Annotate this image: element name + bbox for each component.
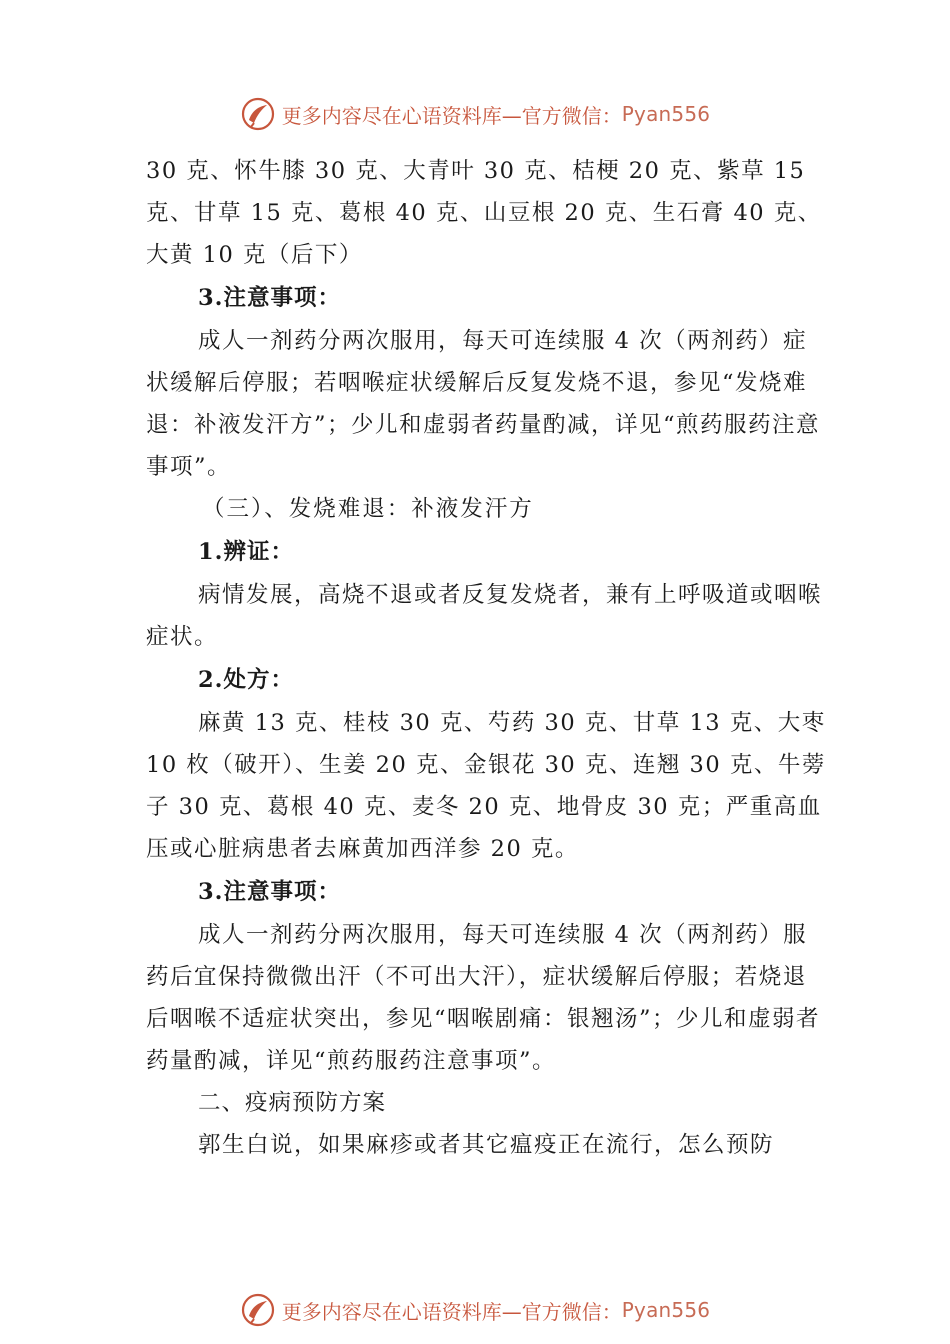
- brand-logo-icon: [240, 96, 276, 132]
- paragraph-prescription-continued: 30 克、怀牛膝 30 克、大青叶 30 克、桔梗 20 克、紫草 15 克、甘草 15 克、葛根 40 克、山豆根 20 克、生石膏 40 克、大黄 10 克（后下）: [146, 158, 822, 268]
- brand-logo-icon: [240, 1292, 276, 1328]
- footer-watermark-banner: [0, 1288, 950, 1332]
- paragraph-prevention: 郭生白说，如果麻疹或者其它瘟疫正在流行，怎么预防: [198, 1132, 775, 1158]
- heading-prescription: 2.处方：: [198, 667, 294, 693]
- header-watermark-banner: [0, 92, 950, 136]
- heading-diagnosis: 1.辨证：: [198, 539, 294, 565]
- banner-wechat-id: Pyan556: [621, 1298, 711, 1322]
- paragraph-precautions: 成人一剂药分两次服用，每天可连续服 4 次（两剂药）症状缓解后停服；若咽喉症状缓解后反复发烧不退，参见“发烧难退：补液发汗方”；少儿和虚弱者药量酌减，详见“煎药服药注意事项”。: [146, 328, 821, 480]
- heading-precautions-2: 3.注意事项：: [198, 879, 341, 905]
- paragraph-prescription: 麻黄 13 克、桂枝 30 克、芍药 30 克、甘草 13 克、大枣 10 枚（破开）、生姜 20 克、金银花 30 克、连翘 30 克、牛蒡子 30 克、葛根 40 克、麦冬 20 克、地骨皮 30 克；严重高血压或心脏病患者去麻黄加西洋参 20 克。: [146, 710, 826, 862]
- section-title: 二、疫病预防方案: [198, 1090, 387, 1116]
- banner-text: 更多内容尽在心语资料库—官方微信：: [281, 103, 622, 128]
- paragraph-precautions-2: 成人一剂药分两次服用，每天可连续服 4 次（两剂药）服药后宜保持微微出汗（不可出大汗），症状缓解后停服；若烧退后咽喉不适症状突出，参见“咽喉剧痛：银翘汤”；少儿和虚弱者药量酌减，详见“煎药服药注意事项”。: [146, 922, 821, 1074]
- banner-wechat-id: Pyan556: [621, 102, 711, 126]
- document-body: [146, 150, 826, 1166]
- heading-precautions: 3.注意事项：: [198, 285, 341, 311]
- subsection-title: （三）、发烧难退：补液发汗方: [202, 496, 534, 522]
- banner-text: 更多内容尽在心语资料库—官方微信：: [281, 1299, 622, 1324]
- paragraph-diagnosis: 病情发展，高烧不退或者反复发烧者，兼有上呼吸道或咽喉症状。: [146, 582, 823, 650]
